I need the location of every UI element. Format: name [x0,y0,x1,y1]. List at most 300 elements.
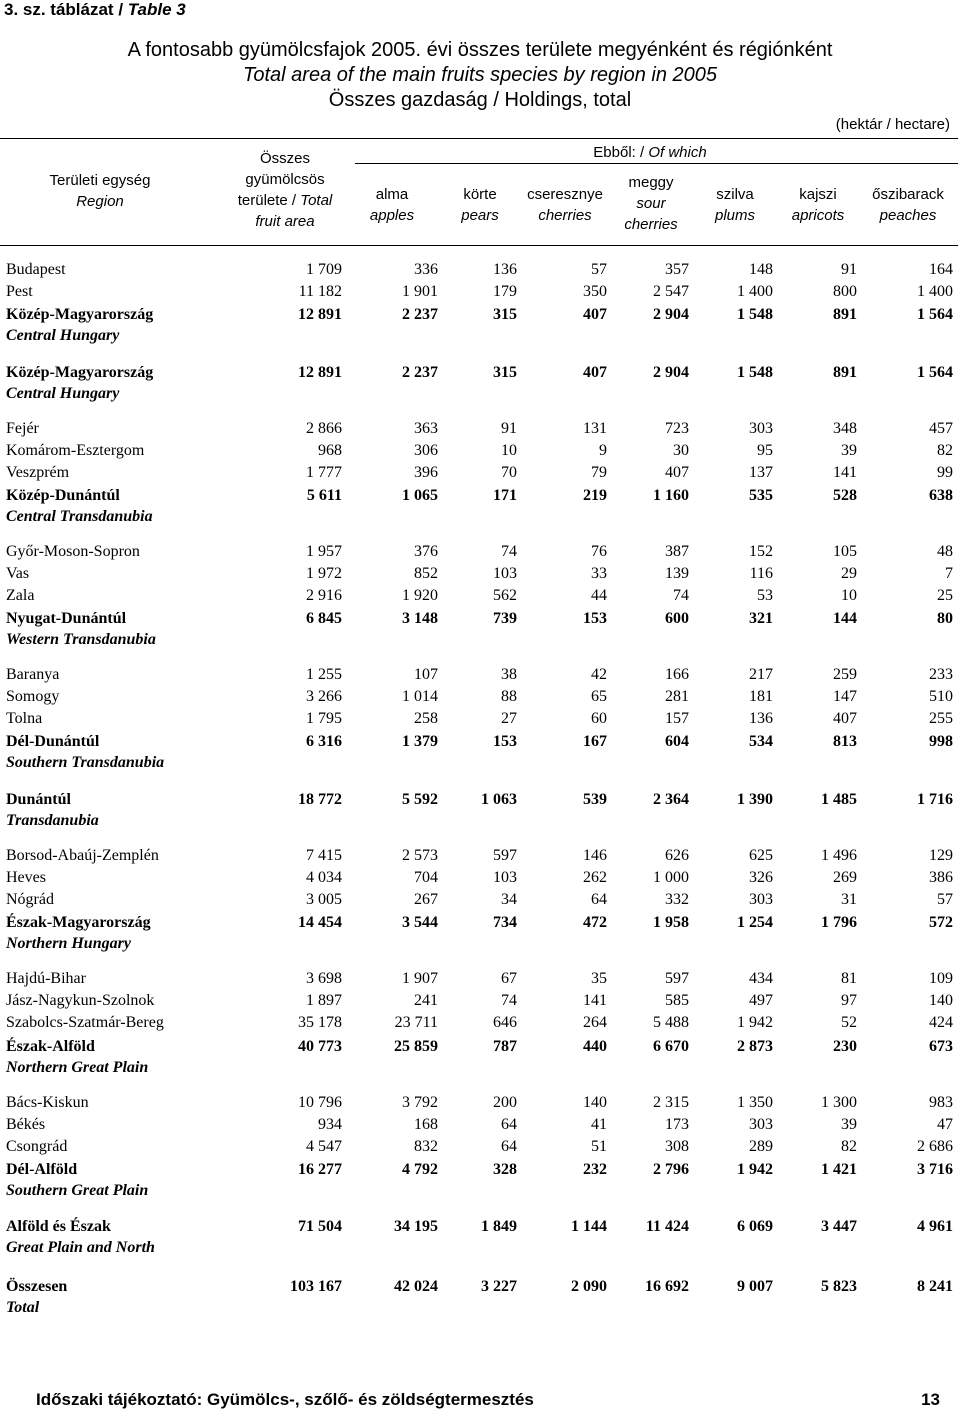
table-cell: 137 [749,464,773,481]
table-cell: 983 [929,1094,953,1111]
table-cell: 1 496 [821,847,857,864]
table-cell: 29 [841,565,857,582]
table-row [0,362,960,384]
table-cell: 332 [665,891,689,908]
table-cell: 2 686 [917,1138,953,1155]
region-name: Alföld és Észak [6,1218,111,1235]
table-row [0,1159,960,1181]
table-cell: 306 [414,442,438,459]
table-cell: 74 [501,992,517,1009]
table-cell: 535 [749,487,773,504]
table-cell: 136 [749,710,773,727]
table-cell: 1 907 [402,970,438,987]
table-cell: 269 [833,869,857,886]
table-cell: 472 [583,914,607,931]
table-cell: 787 [493,1038,517,1055]
table-cell: 326 [749,869,773,886]
table-cell: 140 [929,992,953,1009]
table-cell: 35 [591,970,607,987]
table-cell: 7 [945,565,953,582]
region-name: Veszprém [6,464,70,481]
of-which-hu: Ebből: / [593,144,649,161]
apricots-header-hu: kajszi [799,186,837,203]
table-cell: 7 415 [306,847,342,864]
table-cell: 255 [929,710,953,727]
region-header-en: Region [76,193,124,210]
table-cell: 308 [665,1138,689,1155]
table-cell: 4 961 [917,1218,953,1235]
table-cell: 74 [501,543,517,560]
region-name: Közép-Magyarország [6,364,154,381]
table-cell: 3 148 [402,610,438,627]
table-cell: 3 544 [402,914,438,931]
table-cell: 1 958 [653,914,689,931]
table-row [0,281,960,303]
table-cell: 30 [673,442,689,459]
table-cell: 153 [583,610,607,627]
table-cell: 103 167 [290,1278,342,1295]
unit-label: (hektár / hectare) [835,116,950,133]
table-cell: 1 255 [306,666,342,683]
table-cell: 597 [665,970,689,987]
table-cell: 2 237 [402,306,438,323]
region-name: Vas [6,565,30,582]
table-cell: 2 904 [653,364,689,381]
table-cell: 376 [414,543,438,560]
table-row [0,686,960,708]
region-name: Budapest [6,261,66,278]
table-row [0,304,960,326]
table-cell: 14 454 [298,914,342,931]
table-row [0,585,960,607]
total-header-line3: területe / [237,192,301,209]
page-number: 13 [921,1390,940,1409]
table-cell: 424 [929,1014,953,1031]
table-cell: 64 [501,1116,517,1133]
plums-header [695,184,775,226]
footer-text: Időszaki tájékoztató: Gyümölcs-, szőlő- és zöldségtermesztés [36,1390,534,1409]
table-row [0,462,960,484]
table-cell: 16 692 [645,1278,689,1295]
table-cell: 1 350 [737,1094,773,1111]
table-cell: 41 [591,1116,607,1133]
region-name: Pest [6,283,33,300]
table-cell: 47 [937,1116,953,1133]
table-cell: 1 390 [737,791,773,808]
table-cell: 148 [749,261,773,278]
table-cell: 232 [583,1161,607,1178]
table-cell: 38 [501,666,517,683]
region-name-en: Southern Transdanubia [6,754,165,771]
table-title-hu: A fontosabb gyümölcsfajok 2005. évi összes területe megyénként és régiónként [127,39,833,61]
apricots-header-en: apricots [791,207,845,224]
table-cell: 1 400 [917,283,953,300]
table-row [0,731,960,753]
table-row [0,845,960,867]
table-cell: 539 [583,791,607,808]
table-cell: 1 777 [306,464,342,481]
table-row [0,1276,960,1298]
table-cell: 8 241 [917,1278,953,1295]
region-name-en: Total [6,1299,40,1316]
table-row [0,608,960,630]
table-cell: 141 [833,464,857,481]
table-row [0,664,960,686]
table-cell: 42 [591,666,607,683]
table-cell: 5 823 [821,1278,857,1295]
table-row [0,563,960,585]
table-cell: 152 [749,543,773,560]
region-name: Hajdú-Bihar [6,970,86,987]
table-cell: 386 [929,869,953,886]
table-cell: 3 792 [402,1094,438,1111]
table-cell: 528 [833,487,857,504]
table-title-en: Total area of the main fruits species by region in 2005 [243,64,717,86]
table-cell: 167 [583,733,607,750]
table-cell: 1 254 [737,914,773,931]
table-cell: 3 447 [821,1218,857,1235]
table-cell: 91 [841,261,857,278]
table-cell: 3 716 [917,1161,953,1178]
table-row [0,418,960,440]
table-cell: 88 [501,688,517,705]
region-name-en: Northern Great Plain [6,1059,149,1076]
table-cell: 510 [929,688,953,705]
region-name: Észak-Magyarország [6,914,151,931]
table-cell: 303 [749,1116,773,1133]
total-header-line4: fruit area [255,213,315,230]
table-cell: 109 [929,970,953,987]
region-name: Közép-Magyarország [6,306,154,323]
header-top-rule [0,138,958,139]
table-cell: 70 [501,464,517,481]
table-cell: 76 [591,543,607,560]
table-cell: 1 796 [821,914,857,931]
region-name: Nyugat-Dunántúl [6,610,127,627]
table-cell: 1 795 [306,710,342,727]
region-name-en: Central Hungary [6,385,120,402]
table-cell: 348 [833,420,857,437]
table-cell: 440 [583,1038,607,1055]
table-cell: 166 [665,666,689,683]
table-cell: 1 400 [737,283,773,300]
table-cell: 18 772 [298,791,342,808]
table-cell: 1 144 [571,1218,607,1235]
table-cell: 219 [583,487,607,504]
table-cell: 585 [665,992,689,1009]
table-cell: 57 [937,891,953,908]
table-cell: 91 [501,420,517,437]
table-cell: 723 [665,420,689,437]
table-cell: 131 [583,420,607,437]
table-cell: 387 [665,543,689,560]
table-row [0,1216,960,1238]
table-cell: 597 [493,847,517,864]
table-cell: 31 [841,891,857,908]
table-cell: 625 [749,847,773,864]
table-row [0,440,960,462]
table-cell: 179 [493,283,517,300]
table-cell: 3 005 [306,891,342,908]
table-cell: 157 [665,710,689,727]
table-cell: 140 [583,1094,607,1111]
table-cell: 1 063 [481,791,517,808]
table-cell: 11 182 [298,283,342,300]
table-cell: 407 [665,464,689,481]
table-cell: 303 [749,891,773,908]
total-header-line2: gyümölcsös [245,171,325,188]
table-cell: 153 [493,733,517,750]
apples-header [352,184,432,226]
table-cell: 434 [749,970,773,987]
table-cell: 9 [599,442,607,459]
table-cell: 9 007 [737,1278,773,1295]
table-cell: 572 [929,914,953,931]
table-cell: 267 [414,891,438,908]
table-cell: 12 891 [298,306,342,323]
total-header-line1: Összes [259,150,310,167]
table-cell: 65 [591,688,607,705]
table-cell: 1 564 [917,364,953,381]
table-cell: 407 [583,364,607,381]
peaches-header-hu: őszibarack [872,186,944,203]
table-cell: 67 [501,970,517,987]
table-cell: 1 421 [821,1161,857,1178]
table-cell: 1 709 [306,261,342,278]
region-name: Tolna [6,710,43,727]
table-cell: 2 237 [402,364,438,381]
table-cell: 2 090 [571,1278,607,1295]
table-cell: 1 160 [653,487,689,504]
table-cell: 264 [583,1014,607,1031]
table-cell: 35 178 [298,1014,342,1031]
table-cell: 3 698 [306,970,342,987]
region-header-hu: Területi egység [49,172,151,189]
table-cell: 10 [841,587,857,604]
region-name-en: Great Plain and North [6,1239,155,1256]
table-cell: 1 901 [402,283,438,300]
table-cell: 97 [841,992,857,1009]
table-cell: 116 [749,565,773,582]
table-cell: 141 [583,992,607,1009]
table-cell: 95 [757,442,773,459]
table-cell: 891 [833,306,857,323]
table-cell: 604 [665,733,689,750]
region-name: Borsod-Abaúj-Zemplén [6,847,159,864]
table-cell: 2 904 [653,306,689,323]
table-cell: 813 [833,733,857,750]
table-cell: 3 227 [481,1278,517,1295]
table-cell: 638 [929,487,953,504]
table-cell: 1 564 [917,306,953,323]
region-name: Észak-Alföld [6,1038,95,1055]
apples-header-hu: alma [375,186,409,203]
pears-header-hu: körte [463,186,497,203]
table-cell: 1 000 [653,869,689,886]
table-cell: 281 [665,688,689,705]
table-row [0,1092,960,1114]
table-cell: 1 920 [402,587,438,604]
region-name: Jász-Nagykun-Szolnok [6,992,155,1009]
table-cell: 181 [749,688,773,705]
table-cell: 336 [414,261,438,278]
table-cell: 1 716 [917,791,953,808]
table-cell: 4 547 [306,1138,342,1155]
table-cell: 34 [501,891,517,908]
table-row [0,968,960,990]
table-cell: 262 [583,869,607,886]
table-row [0,1036,960,1058]
table-cell: 1 897 [306,992,342,1009]
table-cell: 1 485 [821,791,857,808]
region-name: Összesen [6,1278,68,1295]
table-cell: 734 [493,914,517,931]
table-cell: 315 [493,306,517,323]
table-cell: 173 [665,1116,689,1133]
region-name-en: Central Transdanubia [6,508,153,525]
table-cell: 11 424 [645,1218,689,1235]
region-name: Dél-Dunántúl [6,733,100,750]
region-name: Somogy [6,688,60,705]
header-bottom-rule [0,245,958,246]
sour-header-en2: cherries [624,216,678,233]
table-row [0,912,960,934]
table-row [0,1114,960,1136]
table-cell: 230 [833,1038,857,1055]
table-cell: 2 873 [737,1038,773,1055]
total-area-header [225,148,345,232]
table-cell: 139 [665,565,689,582]
table-cell: 42 024 [394,1278,438,1295]
region-name-en: Central Hungary [6,327,120,344]
table-cell: 315 [493,364,517,381]
plums-header-en: plums [714,207,755,224]
table-row [0,889,960,911]
table-cell: 27 [501,710,517,727]
table-cell: 673 [929,1038,953,1055]
table-cell: 53 [757,587,773,604]
table-cell: 5 592 [402,791,438,808]
region-name-en: Northern Hungary [6,935,131,952]
table-cell: 168 [414,1116,438,1133]
table-cell: 704 [414,869,438,886]
table-cell: 71 504 [298,1218,342,1235]
table-cell: 1 957 [306,543,342,560]
region-name: Dél-Alföld [6,1161,78,1178]
table-cell: 74 [673,587,689,604]
table-cell: 129 [929,847,953,864]
table-cell: 5 488 [653,1014,689,1031]
table-label [4,0,186,20]
table-cell: 33 [591,565,607,582]
pears-header-en: pears [461,207,499,224]
pears-header [440,184,520,226]
of-which-header [520,142,780,163]
table-cell: 40 773 [298,1038,342,1055]
region-name: Dunántúl [6,791,71,808]
region-name-en: Southern Great Plain [6,1182,149,1199]
sour-header-hu: meggy [628,174,674,191]
region-name: Győr-Moson-Sopron [6,543,140,560]
cherries-header-hu: cseresznye [527,186,603,203]
total-header-line3-en: Total [300,192,333,209]
table-cell: 1 548 [737,306,773,323]
table-cell: 200 [493,1094,517,1111]
region-name: Zala [6,587,35,604]
table-row [0,867,960,889]
table-cell: 2 866 [306,420,342,437]
table-cell: 534 [749,733,773,750]
region-name: Bács-Kiskun [6,1094,89,1111]
region-name-en: Western Transdanubia [6,631,156,648]
table-cell: 4 034 [306,869,342,886]
region-name-en: Transdanubia [6,812,99,829]
table-cell: 6 069 [737,1218,773,1235]
of-which-rule [355,163,958,164]
table-cell: 357 [665,261,689,278]
table-cell: 1 065 [402,487,438,504]
table-row [0,541,960,563]
table-cell: 64 [591,891,607,908]
plums-header-hu: szilva [716,186,754,203]
table-row [0,708,960,730]
table-row [0,1136,960,1158]
table-cell: 562 [493,587,517,604]
table-cell: 60 [591,710,607,727]
table-cell: 2 796 [653,1161,689,1178]
table-cell: 2 573 [402,847,438,864]
table-row [0,990,960,1012]
table-cell: 103 [493,565,517,582]
table-cell: 146 [583,847,607,864]
table-label-hu: 3. sz. táblázat / [4,0,128,19]
table-cell: 396 [414,464,438,481]
table-cell: 407 [833,710,857,727]
table-cell: 646 [493,1014,517,1031]
peaches-header-en: peaches [879,207,937,224]
table-cell: 328 [493,1161,517,1178]
table-cell: 2 315 [653,1094,689,1111]
table-cell: 350 [583,283,607,300]
table-cell: 891 [833,364,857,381]
table-cell: 34 195 [394,1218,438,1235]
table-cell: 2 364 [653,791,689,808]
table-cell: 258 [414,710,438,727]
table-cell: 832 [414,1138,438,1155]
table-cell: 107 [414,666,438,683]
table-cell: 600 [665,610,689,627]
table-row [0,485,960,507]
table-cell: 739 [493,610,517,627]
table-cell: 136 [493,261,517,278]
table-cell: 164 [929,261,953,278]
table-cell: 10 [501,442,517,459]
table-cell: 2 916 [306,587,342,604]
table-cell: 934 [318,1116,342,1133]
region-name: Fejér [6,420,39,437]
table-cell: 1 942 [737,1014,773,1031]
table-cell: 44 [591,587,607,604]
table-cell: 457 [929,420,953,437]
region-name: Nógrád [6,891,54,908]
table-cell: 1 548 [737,364,773,381]
table-cell: 64 [501,1138,517,1155]
table-cell: 6 670 [653,1038,689,1055]
table-cell: 1 942 [737,1161,773,1178]
table-cell: 39 [841,442,857,459]
region-name: Közép-Dunántúl [6,487,120,504]
table-cell: 998 [929,733,953,750]
